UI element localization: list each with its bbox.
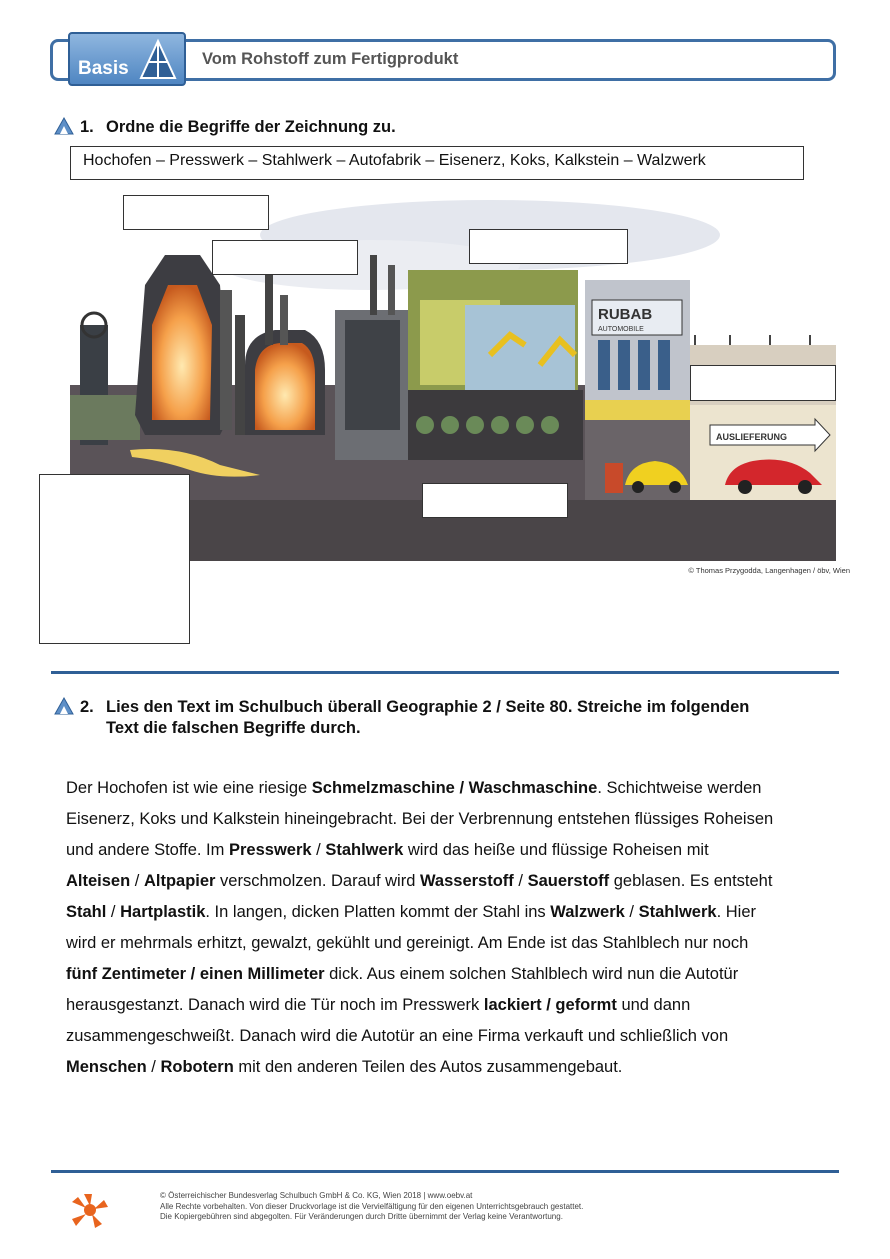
choice-term[interactable]: lackiert / geformt	[483, 996, 617, 1014]
label-box-3[interactable]	[469, 229, 628, 264]
task1-instruction: Ordne die Begriffe der Zeichnung zu.	[106, 118, 396, 136]
text-segment: herausgestanzt. Danach wird die Tür noch im Presswerk	[66, 996, 484, 1014]
choice-term[interactable]: Hartplastik	[120, 903, 206, 921]
divider-top	[51, 671, 839, 674]
label-box-1[interactable]	[123, 195, 269, 230]
footer-line2: Alle Rechte vorbehalten. Von dieser Druckvorlage ist die Vervielfältigung für den eigenen Unterrichtsgebrauch gestattet.	[160, 1201, 584, 1211]
label-box-2[interactable]	[212, 240, 358, 275]
task-pyramid-icon	[54, 697, 74, 715]
text-segment: mit den anderen Teilen des Autos zusammengebaut.	[233, 1058, 623, 1076]
choice-term[interactable]: Walzwerk	[550, 903, 625, 921]
text-segment: und dann	[616, 996, 691, 1014]
logo-text: Basis	[78, 58, 129, 79]
text-line	[66, 866, 846, 897]
cloze-text	[66, 773, 846, 1083]
basis-logo	[68, 32, 186, 86]
text-segment: wird er mehrmals erhitzt, gewalzt, gekühlt und gereinigt. Am Ende ist das Stahlblech nur noch	[66, 934, 749, 952]
task2-number: 2.	[80, 698, 94, 716]
company-sign-sub: AUTOMOBILE	[598, 326, 644, 333]
text-segment: dick. Aus einem solchen Stahlblech wird nun die Autotür	[324, 965, 739, 983]
footer-line1: © Österreichischer Bundesverlag Schulbuch GmbH & Co. KG, Wien 2018 | www.oebv.at	[160, 1191, 473, 1200]
text-segment: /	[513, 872, 528, 890]
choice-term[interactable]: Presswerk	[228, 841, 312, 859]
task2-instruction-line2: Text die falschen Begriffe durch.	[106, 719, 361, 737]
footer-line3: Die Kopiergebühren sind abgegolten. Für Veränderungen durch Dritte übernimmt der Verlag keine Verantwortung.	[160, 1212, 563, 1221]
text-segment: /	[624, 903, 639, 921]
text-line	[66, 835, 846, 866]
illustration-credit: © Thomas Przygodda, Langenhagen / öbv, Wien	[688, 566, 850, 575]
text-line	[66, 897, 846, 928]
pyramid-icon	[138, 38, 178, 82]
text-line	[66, 959, 846, 990]
text-segment: /	[130, 872, 144, 890]
choice-term[interactable]: Schmelzmaschine / Waschmaschine	[311, 779, 598, 797]
text-line	[66, 773, 846, 804]
choice-term[interactable]: fünf Zentimeter / einen Millimeter	[66, 965, 325, 983]
task2-instruction	[106, 697, 749, 739]
text-segment: Eisenerz, Koks und Kalkstein hineingebracht. Bei der Verbrennung entstehen flüssiges Roheisen	[66, 810, 774, 828]
label-box-6[interactable]	[39, 474, 190, 644]
text-segment: wird das heiße und flüssige Roheisen mit	[403, 841, 709, 859]
choice-term[interactable]: Stahl	[66, 903, 107, 921]
text-segment: . In langen, dicken Platten kommt der Stahl ins	[205, 903, 551, 921]
divider-bottom	[51, 1170, 839, 1173]
delivery-sign: AUSLIEFERUNG	[716, 432, 788, 442]
choice-term[interactable]: Sauerstoff	[527, 872, 610, 890]
text-segment: . Schichtweise werden	[597, 779, 762, 797]
choice-term[interactable]: Alteisen	[66, 872, 131, 890]
text-segment: geblasen. Es entsteht	[609, 872, 773, 890]
text-line	[66, 1052, 846, 1083]
text-segment: verschmolzen. Darauf wird	[215, 872, 420, 890]
label-box-4[interactable]	[690, 365, 836, 401]
choice-term[interactable]: Wasserstoff	[419, 872, 514, 890]
footer-text	[160, 1191, 583, 1223]
text-line	[66, 1021, 846, 1052]
publisher-logo-icon	[70, 1190, 110, 1230]
task-pyramid-icon	[54, 117, 74, 135]
task1-number: 1.	[80, 118, 94, 136]
text-line	[66, 804, 846, 835]
choice-term[interactable]: Menschen	[66, 1058, 147, 1076]
text-segment: Der Hochofen ist wie eine riesige	[66, 779, 312, 797]
text-line	[66, 990, 846, 1021]
company-sign: RUBAB	[598, 306, 653, 323]
choice-term[interactable]: Stahlwerk	[325, 841, 404, 859]
text-segment: . Hier	[716, 903, 756, 921]
text-segment: /	[106, 903, 121, 921]
word-bank: Hochofen – Presswerk – Stahlwerk – Autofabrik – Eisenerz, Koks, Kalkstein – Walzwerk	[70, 146, 804, 180]
label-box-5[interactable]	[422, 483, 568, 518]
text-segment: /	[311, 841, 326, 859]
choice-term[interactable]: Altpapier	[143, 872, 216, 890]
text-segment: zusammengeschweißt. Danach wird die Autotür an eine Firma verkauft und schließlich von	[66, 1027, 729, 1045]
text-line	[66, 928, 846, 959]
choice-term[interactable]: Stahlwerk	[638, 903, 717, 921]
text-segment: und andere Stoffe. Im	[66, 841, 229, 859]
task2-instruction-line1: Lies den Text im Schulbuch überall Geographie 2 / Seite 80. Streiche im folgenden	[106, 698, 750, 716]
choice-term[interactable]: Robotern	[160, 1058, 234, 1076]
page-title: Vom Rohstoff zum Fertigprodukt	[202, 50, 459, 68]
text-segment: /	[146, 1058, 161, 1076]
